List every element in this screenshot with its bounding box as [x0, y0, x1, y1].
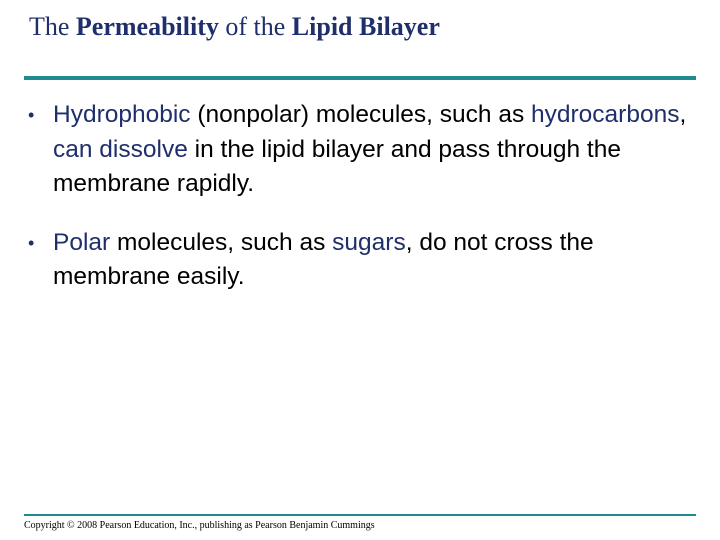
term-polar: Polar — [53, 228, 111, 256]
bullet-icon: • — [28, 105, 35, 125]
bullet-text: in the lipid bilayer and pass through the membrane rapidly. — [53, 135, 621, 197]
term-sugars: sugars — [332, 228, 406, 256]
term-can-dissolve: can dissolve — [53, 135, 188, 163]
bullet-text: (nonpolar) molecules, such as — [190, 101, 532, 128]
title-part-3: of the — [225, 12, 286, 41]
copyright-footer: Copyright © 2008 Pearson Education, Inc., publishing as Pearson Benjamin Cummings — [24, 520, 375, 531]
term-hydrophobic: Hydrophobic — [53, 101, 191, 128]
bullet-item-hydrophobic — [28, 98, 696, 202]
term-hydrocarbons: hydrocarbons — [531, 101, 680, 128]
footer-divider — [24, 514, 696, 516]
bullet-text: , do not cross the membrane easily. — [53, 228, 594, 290]
bullet-list — [28, 98, 696, 295]
bullet-text: , — [679, 101, 687, 128]
bullet-icon: • — [28, 232, 35, 253]
title-divider — [24, 76, 696, 80]
title-part-1: The — [29, 12, 70, 41]
slide-title — [29, 9, 440, 45]
bullet-text: molecules, such as — [110, 228, 333, 256]
title-part-4: Lipid Bilayer — [291, 12, 440, 41]
title-part-2: Permeability — [75, 12, 219, 41]
bullet-item-polar — [28, 226, 696, 295]
